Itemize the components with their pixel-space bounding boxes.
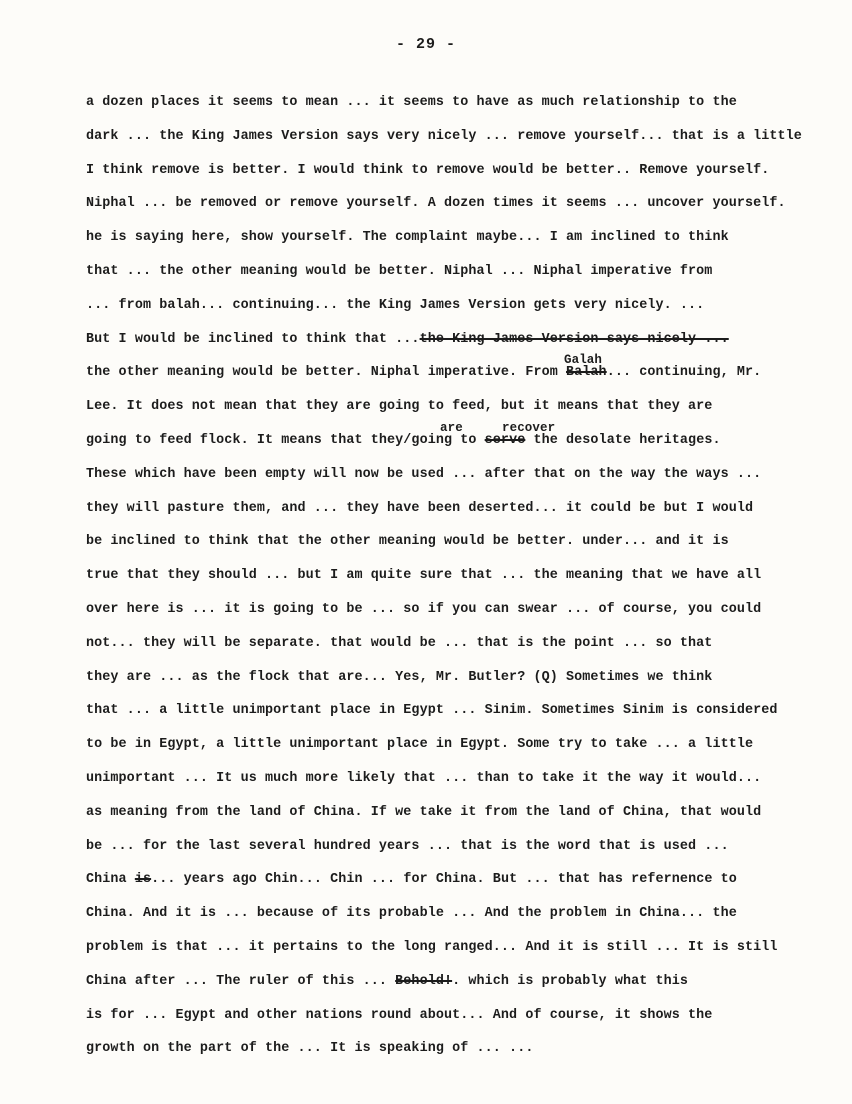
text-line: not... they will be separate. that would be ... that is the point ... so that [86,635,713,651]
text-line: they are ... as the flock that are... Yes, Mr. Butler? (Q) Sometimes we think [86,669,713,685]
line-text-tail: . which is probably what this [452,973,689,989]
text-line: be inclined to think that the other meaning would be better. under... and it is [86,534,729,550]
line-text-tail: ... years ago Chin... Chin ... for China. But ... that has refernence to [151,872,737,888]
line-text: going to feed flock. It means that they/going to [86,432,485,448]
line-text-tail: ... continuing, Mr. [606,365,762,381]
text-line: unimportant ... It us much more likely that ... than to take it the way it would... [86,770,762,786]
inserted-word: recover [502,420,556,435]
line-text: China after ... The ruler of this ... [86,973,396,989]
struck-text: Behold! [395,973,453,989]
text-line: over here is ... it is going to be ... so if you can swear ... of course, you could [86,601,762,617]
struck-garble: rsion says nicely ... [557,331,729,347]
text-line-with-strike [86,869,826,903]
transcript-body [86,92,826,1072]
text-line: problem is that ... it pertains to the long ranged... And it is still ... It is still [86,939,778,955]
text-line: These which have been empty will now be used ... after that on the way the ways ... [86,466,762,482]
text-line: Niphal ... be removed or remove yourself. A dozen times it seems ... uncover yourself. [86,196,786,212]
text-line: ... from balah... continuing... the King James Version gets very nicely. ... [86,297,705,313]
text-line: a dozen places it seems to mean ... it seems to have as much relationship to the [86,95,737,110]
text-line: dark ... the King James Version says very nicely ... remove yourself... that is a little [86,128,802,144]
inserted-word: are [440,420,463,435]
line-text: China [86,872,135,888]
text-line: is for ... Egypt and other nations round about... And of course, it shows the [86,1007,713,1023]
line-text: But I would be inclined to think that ... [86,331,420,347]
text-line: they will pasture them, and ... they have been deserted... it could be but I would [86,500,754,516]
text-line: China. And it is ... because of its probable ... And the problem in China... the [86,906,737,922]
text-line: he is saying here, show yourself. The complaint maybe... I am inclined to think [86,230,729,246]
page-number: - 29 - [395,36,456,53]
struck-text: Balah [566,365,607,381]
text-line-with-correction [86,420,826,464]
struck-text: the King James Ve [419,331,558,347]
text-line: that ... the other meaning would be better. Niphal ... Niphal imperative from [86,263,713,279]
struck-text: is [134,872,152,888]
text-line-with-strike [86,971,826,1005]
text-line-with-strike [86,329,826,363]
handwritten-insert: Galah [564,353,603,368]
text-line: Lee. It does not mean that they are going to feed, but it means that they are [86,399,713,415]
line-text: the other meaning would be better. Niphal imperative. From [86,365,567,381]
text-line: I think remove is better. I would think to remove would be better.. Remove yourself. [86,162,770,178]
text-line: growth on the part of the ... It is speaking of ... ... [86,1041,534,1057]
text-line: that ... a little unimportant place in Egypt ... Sinim. Sometimes Sinim is considered [86,703,778,719]
line-text-tail: the desolate heritages. [525,432,721,448]
text-line: be ... for the last several hundred years ... that is the word that is used ... [86,838,729,854]
text-line: as meaning from the land of China. If we take it from the land of China, that would [86,804,762,820]
text-line-with-correction [86,353,826,396]
text-line: to be in Egypt, a little unimportant place in Egypt. Some try to take ... a little [86,737,754,753]
struck-text: serve [484,432,526,448]
text-line: true that they should ... but I am quite sure that ... the meaning that we have all [86,568,762,584]
